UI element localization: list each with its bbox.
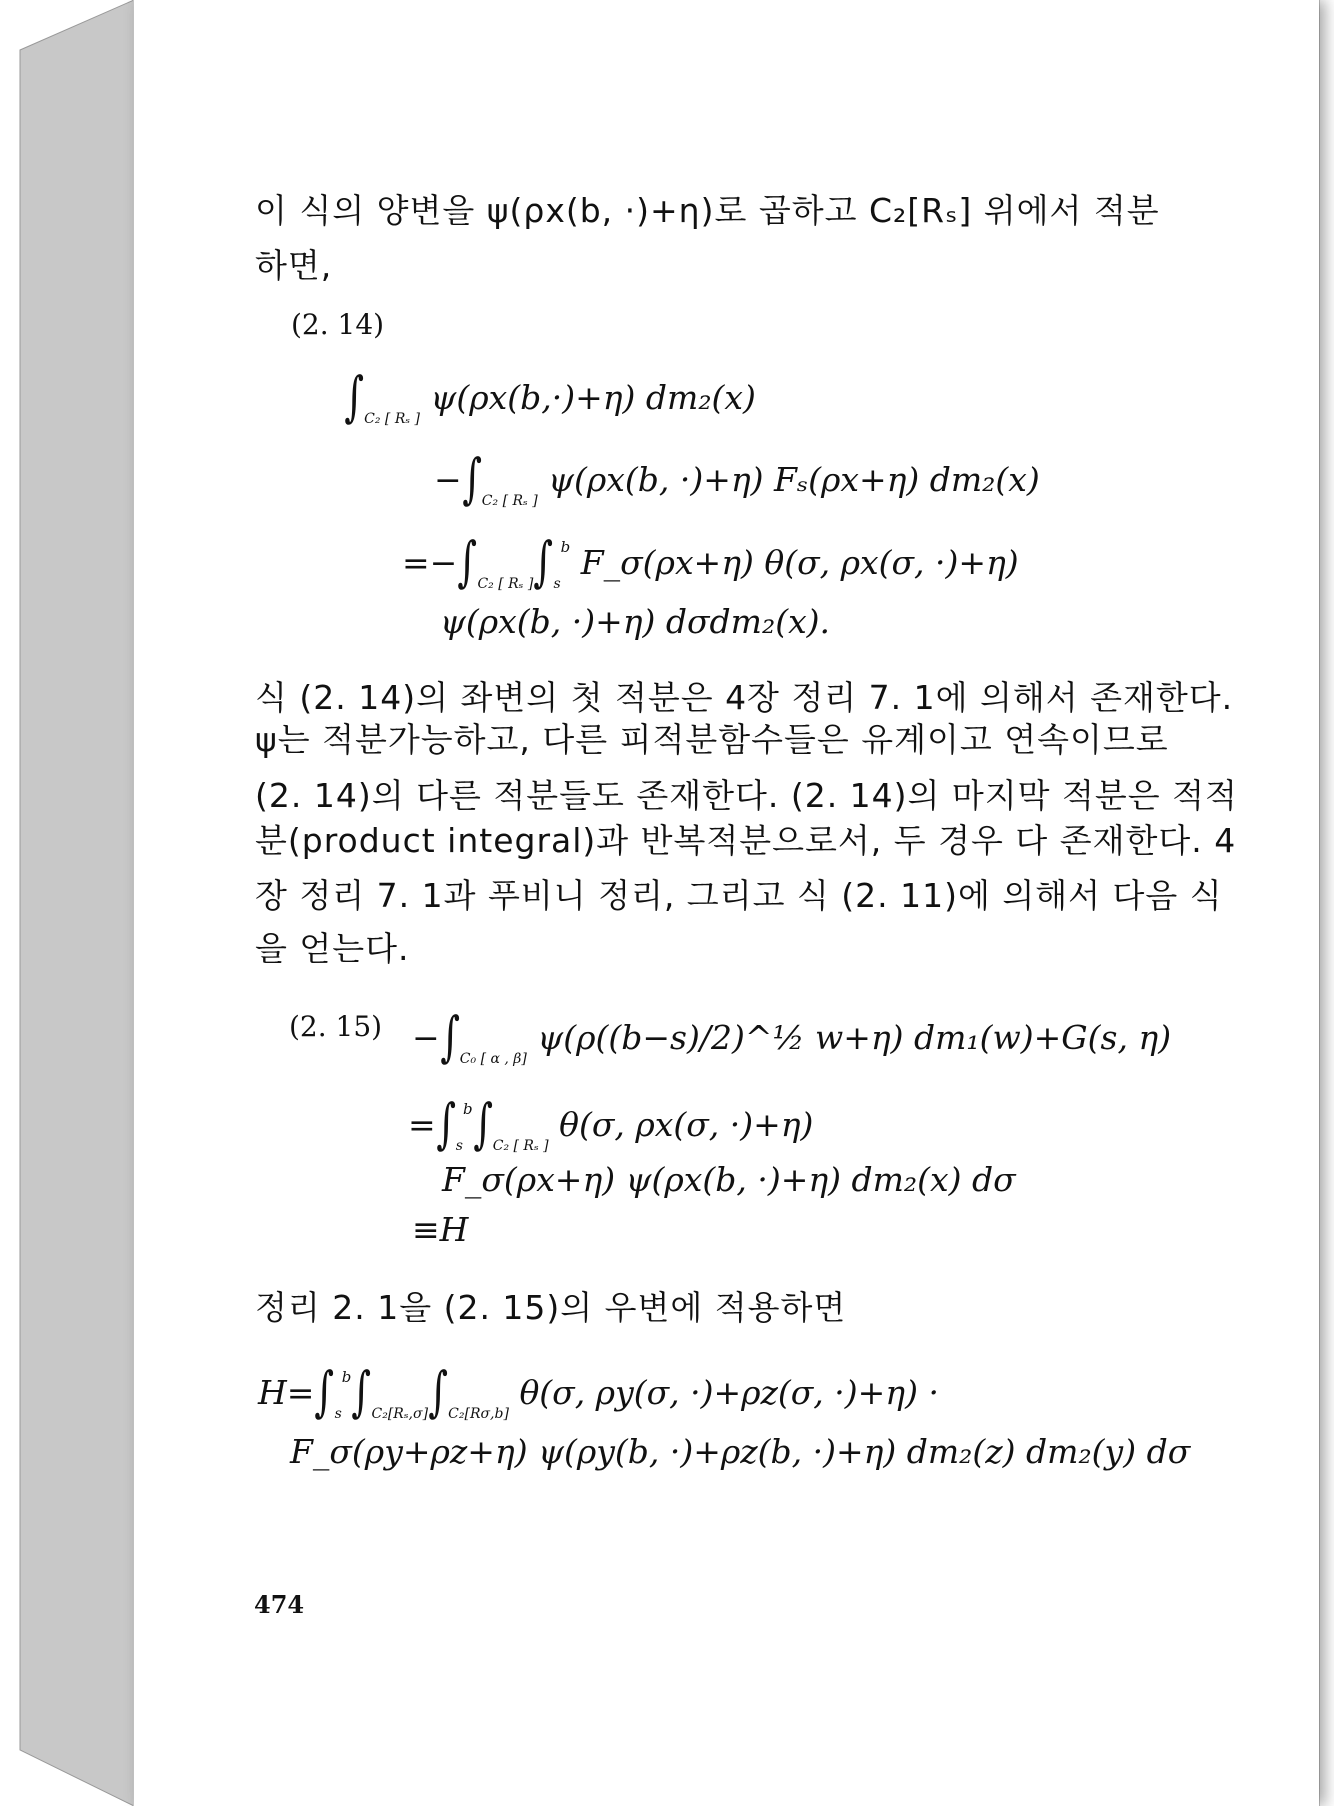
eq-2-14-line2: $-\int_{C_2 [ R_s ]}$ ψ(ρx(b, ·)+η) Fₛ(ρx+η) dm₂(x): [434, 447, 1040, 510]
paragraph2-line6: 을 얻는다.: [255, 929, 410, 968]
integral-domain: C₂ [ Rₛ ]: [492, 1138, 549, 1154]
equation-label-2-15: (2. 15): [289, 1010, 383, 1043]
eq-2-15-line2: $=\int_s^b\int_{C_2 [ R_s ]}$ θ(σ, ρx(σ, ·)+η): [408, 1092, 814, 1155]
page-number: 474: [254, 1590, 305, 1619]
eq-2-14-line1: $\int_{C_2 [ R_s ]}$ ψ(ρx(b,·)+η) dm₂(x): [344, 365, 756, 428]
eq-2-14-line4: ψ(ρx(b, ·)+η) dσdm₂(x).: [440, 602, 831, 641]
eq-2-14-l3-text: F_σ(ρx+η) θ(σ, ρx(σ, ·)+η): [580, 543, 1019, 582]
paragraph2-line2: ψ는 적분가능하고, 다른 피적분함수들은 유계이고 연속이므로: [255, 720, 1169, 759]
paragraph2-line1: 식 (2. 14)의 좌변의 첫 적분은 4장 정리 7. 1에 의해서 존재한다.: [255, 678, 1234, 717]
paragraph2-line5: 장 정리 7. 1과 푸비니 정리, 그리고 식 (2. 11)에 의해서 다음 식: [255, 876, 1223, 915]
eq-2-15-l1-text: ψ(ρ((b−s)/2)^½ w+η) dm₁(w)+G(s, η): [537, 1018, 1172, 1057]
eq-2-15-line4: ≡H: [412, 1210, 469, 1249]
eq-H-line2: F_σ(ρy+ρz+η) ψ(ρy(b, ·)+ρz(b, ·)+η) dm₂(z) dm₂(y) dσ: [290, 1432, 1191, 1471]
eq-2-15-line3: F_σ(ρx+η) ψ(ρx(b, ·)+η) dm₂(x) dσ: [442, 1160, 1016, 1199]
eq-2-15-l2-text: θ(σ, ρx(σ, ·)+η): [559, 1105, 814, 1144]
book-spine: [0, 0, 140, 1806]
integral-domain: C₂ [ Rₛ ]: [481, 493, 538, 509]
paragraph2-line3: (2. 14)의 다른 적분들도 존재한다. (2. 14)의 마지막 적분은 적적: [255, 776, 1238, 815]
equation-label-2-14: (2. 14): [291, 308, 385, 341]
paragraph3: 정리 2. 1을 (2. 15)의 우변에 적용하면: [255, 1288, 847, 1327]
paragraph1-line2: 하면,: [255, 246, 333, 285]
eq-2-14-line3: $=-\int_{C_2 [ R_s ]}\int_s^b$ F_σ(ρx+η) θ(σ, ρx(σ, ·)+η): [402, 530, 1019, 593]
integral-domain: C₂ [ Rₛ ]: [477, 576, 534, 592]
paragraph2-line4: 분(product integral)과 반복적분으로서, 두 경우 다 존재한다. 4: [255, 821, 1237, 860]
eq-H-l1-text: θ(σ, ρy(σ, ·)+ρz(σ, ·)+η) ·: [519, 1373, 939, 1412]
book-page: [134, 0, 1319, 1806]
eq-2-14-l1-text: ψ(ρx(b,·)+η) dm₂(x): [430, 378, 756, 417]
eq-2-15-line1: $-\int_{C_0 [ \alpha , \beta]}$ ψ(ρ((b−s)/2)^½ w+η) dm₁(w)+G(s, η): [412, 1005, 1172, 1068]
eq-2-14-l2-text: ψ(ρx(b, ·)+η) Fₛ(ρx+η) dm₂(x): [548, 460, 1040, 499]
eq-H-line1: $H=\int_s^b\int_{C_2[R_s,\sigma]}\int_{C_2[R\sigma,b]}$ θ(σ, ρy(σ, ·)+ρz(σ, ·)+η) ·: [258, 1360, 939, 1423]
paragraph1-line1: 이 식의 양변을 ψ(ρx(b, ·)+η)로 곱하고 C₂[Rₛ] 위에서 적분: [255, 191, 1160, 230]
integral-domain: C₂ [ Rₛ ]: [364, 411, 420, 427]
